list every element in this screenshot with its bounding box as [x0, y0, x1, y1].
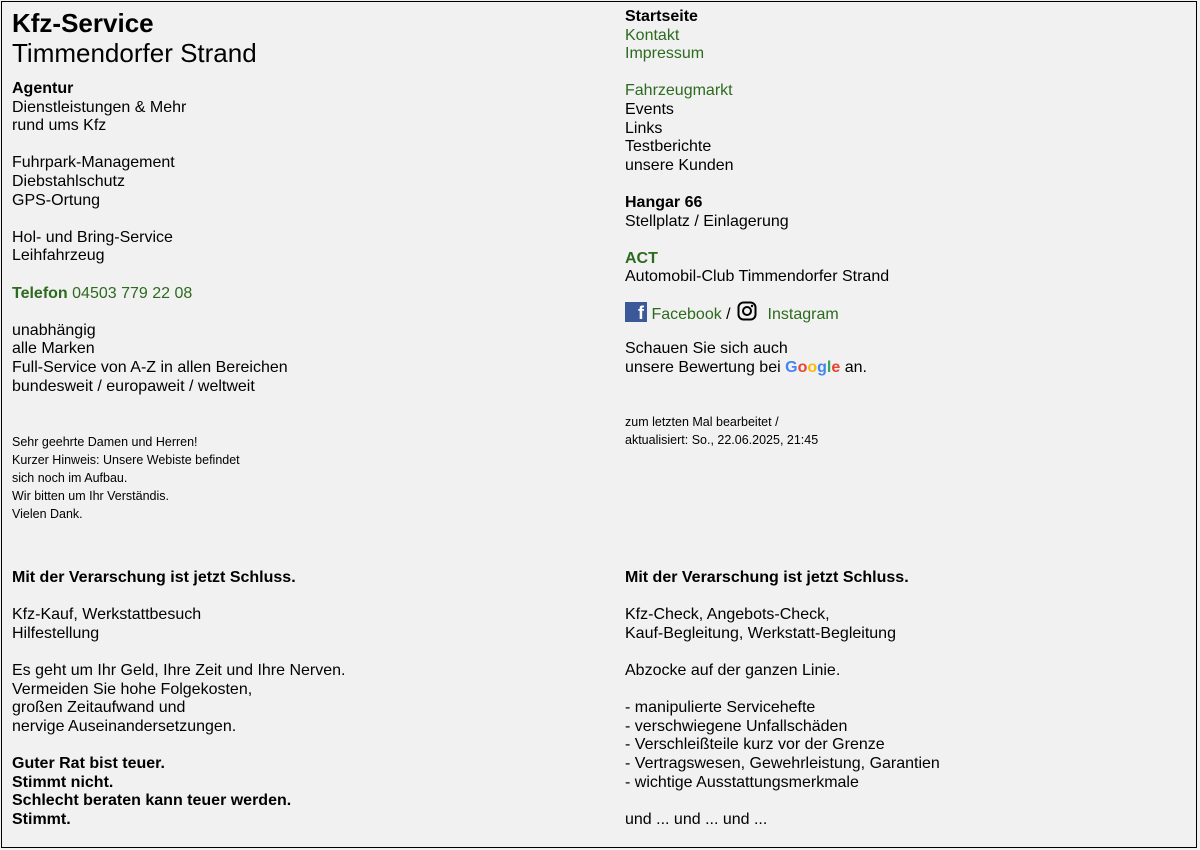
advice-line: Schlecht beraten kann teuer werden. — [12, 792, 292, 810]
nav-item-links[interactable]: Links — [625, 119, 663, 137]
instagram-link[interactable]: Instagram — [767, 305, 839, 323]
page-frame — [1, 1, 1197, 848]
google-letter: o — [807, 358, 818, 376]
service-item: Leihfahrzeug — [12, 247, 105, 265]
social-separator: / — [726, 305, 731, 323]
service-line: Hilfestellung — [12, 624, 100, 642]
spacer — [12, 736, 572, 755]
spacer — [625, 792, 1185, 811]
nav-item-events[interactable]: Events — [625, 100, 674, 118]
site-title: Kfz-Service — [12, 8, 154, 38]
spacer — [625, 287, 1185, 301]
closing-line: und ... und ... und ... — [625, 810, 768, 828]
spacer — [625, 231, 1185, 250]
notice-line: Vielen Dank. — [12, 507, 83, 522]
spacer — [625, 681, 1185, 700]
section-heading: Mit der Verarschung ist jetzt Schluss. — [625, 569, 909, 586]
act-text: Automobil-Club Timmendorfer Strand — [625, 268, 890, 286]
notice-line: sich noch im Aufbau. — [12, 471, 128, 486]
review-prefix: unsere Bewertung bei — [625, 358, 786, 376]
spacer — [12, 210, 572, 229]
spacer — [12, 303, 572, 322]
review-line — [625, 359, 1185, 378]
notice-line: Wir bitten um Ihr Verständis. — [12, 489, 170, 504]
list-item: - verschwiegene Unfallschäden — [625, 717, 848, 735]
right-column — [625, 8, 1185, 449]
lower-right-section — [625, 569, 1185, 829]
spacer — [12, 396, 572, 433]
nav-item-customers[interactable]: unsere Kunden — [625, 156, 734, 174]
nav-item-vehicle-market[interactable]: Fahrzeugmarkt — [625, 82, 733, 100]
facebook-link[interactable]: Facebook — [651, 305, 722, 323]
ripoff-line: Abzocke auf der ganzen Linie. — [625, 661, 841, 679]
notice-line: Sehr geehrte Damen und Herren! — [12, 435, 198, 450]
hangar-text: Stellplatz / Einlagerung — [625, 212, 789, 230]
site-subtitle: Timmendorfer Strand — [12, 38, 257, 68]
feature-item: Full-Service von A-Z in allen Bereichen — [12, 358, 288, 376]
list-item: - Vertragswesen, Gewehrleistung, Garantien — [625, 754, 940, 772]
spacer — [625, 64, 1185, 83]
spacer — [625, 643, 1185, 662]
review-suffix: an. — [840, 358, 867, 376]
google-letter: o — [797, 358, 808, 376]
agentur-heading: Agentur — [12, 80, 74, 97]
google-letter: G — [785, 358, 798, 376]
google-logo[interactable] — [785, 359, 840, 376]
google-letter: g — [817, 358, 827, 376]
service-line: Kfz-Check, Angebots-Check, — [625, 606, 830, 624]
service-line: Kauf-Begleitung, Werkstatt-Begleitung — [625, 624, 896, 642]
act-heading[interactable]: ACT — [625, 249, 658, 267]
list-item: - Verschleißteile kurz vor der Grenze — [625, 736, 885, 754]
phone-number-link[interactable]: 04503 779 22 08 — [72, 284, 193, 302]
phone-label: Telefon — [12, 284, 68, 302]
spacer — [625, 330, 1185, 340]
advice-line: Stimmt nicht. — [12, 773, 114, 791]
google-letter: e — [831, 358, 841, 376]
left-column — [12, 8, 572, 523]
advice-line: Guter Rat bist teuer. — [12, 754, 165, 772]
last-edited-timestamp: aktualisiert: So., 22.06.2025, 21:45 — [625, 433, 819, 448]
paragraph-line: nervige Auseinandersetzungen. — [12, 717, 237, 735]
section-heading: Mit der Verarschung ist jetzt Schluss. — [12, 569, 296, 586]
phone-line — [12, 285, 572, 304]
spacer — [12, 266, 572, 285]
facebook-icon[interactable]: f — [625, 302, 647, 322]
spacer — [625, 175, 1185, 194]
paragraph-line: Es geht um Ihr Geld, Ihre Zeit und Ihre Nerven. — [12, 661, 346, 679]
agentur-line: rund ums Kfz — [12, 117, 107, 135]
feature-item: bundesweit / europaweit / weltweit — [12, 377, 255, 395]
nav-item-imprint[interactable]: Impressum — [625, 45, 705, 63]
google-letter: l — [826, 358, 832, 376]
service-item: Fuhrpark-Management — [12, 154, 175, 172]
agentur-line: Dienstleistungen & Mehr — [12, 98, 187, 116]
main-navigation — [625, 8, 1185, 175]
spacer — [12, 588, 572, 607]
nav-item-tests[interactable]: Testberichte — [625, 138, 712, 156]
spacer — [625, 588, 1185, 607]
spacer — [625, 377, 1185, 413]
paragraph-line: großen Zeitaufwand und — [12, 699, 186, 717]
feature-item: unabhängig — [12, 321, 96, 339]
social-links — [625, 301, 1185, 330]
review-line: Schauen Sie sich auch — [625, 339, 788, 357]
list-item: - wichtige Ausstattungsmerkmale — [625, 773, 859, 791]
spacer — [12, 643, 572, 662]
notice-line: Kurzer Hinweis: Unsere Webiste befindet — [12, 453, 240, 468]
paragraph-line: Vermeiden Sie hohe Folgekosten, — [12, 680, 253, 698]
hangar-heading: Hangar 66 — [625, 193, 703, 211]
lower-left-section — [12, 569, 572, 829]
instagram-icon[interactable] — [737, 301, 757, 330]
nav-item-home[interactable]: Startseite — [625, 8, 698, 25]
last-edited-line: zum letzten Mal bearbeitet / — [625, 415, 779, 430]
service-item: Diebstahlschutz — [12, 172, 125, 190]
nav-item-contact[interactable]: Kontakt — [625, 26, 680, 44]
feature-item: alle Marken — [12, 340, 95, 358]
service-line: Kfz-Kauf, Werkstattbesuch — [12, 606, 202, 624]
list-item: - manipulierte Servicehefte — [625, 699, 816, 717]
spacer — [12, 136, 572, 155]
advice-line: Stimmt. — [12, 810, 71, 828]
service-item: GPS-Ortung — [12, 191, 101, 209]
service-item: Hol- und Bring-Service — [12, 228, 173, 246]
